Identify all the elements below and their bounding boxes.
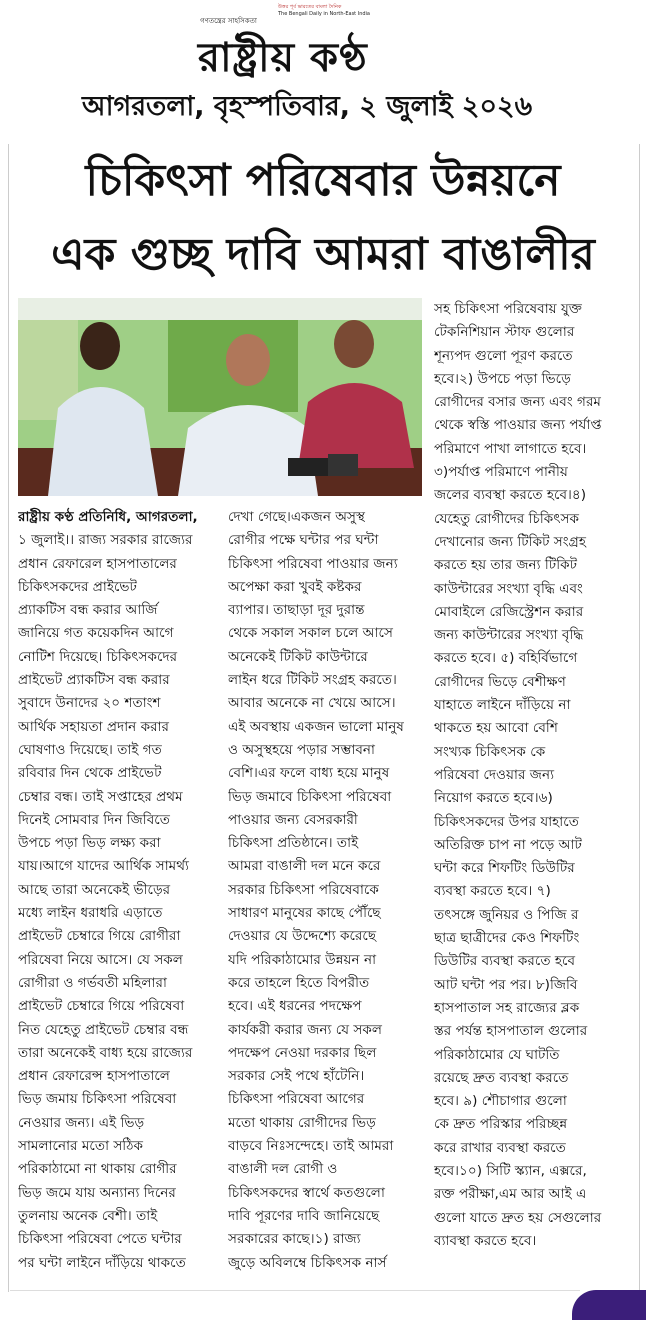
article-text-line: মতো থাকায় রোগীদের ভিড় xyxy=(228,1114,376,1131)
article-text-line: প্রাইভেট চেম্বারে গিয়ে পরিষেবা xyxy=(18,998,185,1015)
article-text-line: যায়।আগে যাদের আর্থিক সামর্থ্য xyxy=(18,858,189,875)
article-text-line: প্রধান রেফারেল হাসপাতালের xyxy=(18,555,177,572)
article-text-line: দেখানোর জন্য টিকিট সংগ্রহ xyxy=(434,533,586,550)
article-text-line: সংখ্যক চিকিৎসক কে xyxy=(434,743,546,760)
article-text-line: যদি পরিকাঠামোর উন্নয়ন না xyxy=(228,951,377,968)
article-text-line: হবে। ৯) শৌচাগার গুলো xyxy=(434,1093,567,1110)
article-text-line: করতে হয় তার জন্য টিকিট xyxy=(434,557,578,574)
masthead-subtitle-english: The Bengali Daily in North-East India xyxy=(278,11,370,17)
article-text-line: রোগীদের ভিড়ে বেশীক্ষণ xyxy=(434,673,566,690)
article-text-line: জুড়ে অবিলম্বে চিকিৎসক নার্স xyxy=(228,1254,387,1271)
article-text-line: ব্যবস্থা করতে হবে। ৭) xyxy=(434,883,551,900)
article-text-line: হাসপাতাল সহ রাজ্যের ব্লক xyxy=(434,999,580,1016)
press-conference-photo xyxy=(18,298,422,496)
article-text-line: হবে।১০) সিটি স্ক্যান, এক্সরে, xyxy=(434,1162,587,1179)
article-text-line: ব্যাপার। তাছাড়া দূর দুরান্ত xyxy=(228,602,365,619)
article-text-line: ৩)পর্যাপ্ত পরিমাণে পানীয় xyxy=(434,464,568,481)
article-column-3 xyxy=(434,298,630,1253)
article-text-line: স্তর পর্যন্ত হাসপাতাল গুলোর xyxy=(434,1023,588,1040)
article-text-line: প্রধান রেফারেন্স হাসপাতালে xyxy=(18,1068,170,1085)
bottom-divider xyxy=(10,1290,580,1291)
article-text-line: চিকিৎসকদের স্বার্থে কতগুলো xyxy=(228,1184,385,1201)
article-text-line: তুলনায় অনেক বেশী। তাই xyxy=(18,1207,158,1224)
article-text-line: পরিষেবা দেওয়ার জন্য xyxy=(434,766,555,783)
article-text-line: জানিয়ে গত কয়েকদিন আগে xyxy=(18,625,174,642)
article-text-line: বেশি।এর ফলে বাধ্য হয়ে মানুষ xyxy=(228,765,390,782)
article-text-line: রক্ত পরীক্ষা,এম আর আই এ xyxy=(434,1186,587,1203)
article-text-line: তৎসঙ্গে জুনিয়র ও পিজি র xyxy=(434,906,579,923)
article-text-line: থেকে স্বস্তি পাওয়ার জন্য পর্যাপ্ত xyxy=(434,417,602,434)
article-text-line: বাড়বে নিঃসন্দেহে। তাই আমরা xyxy=(228,1138,394,1155)
article-text-line: যেহেতু রোগীদের চিকিৎসক xyxy=(434,510,579,527)
article-text-line: রোগীর পক্ষে ঘন্টার পর ঘন্টা xyxy=(228,532,379,549)
article-text-line: ডিউটির ব্যবস্থা করতে হবে xyxy=(434,953,576,970)
article-text-line: রোগীরা ও গর্ভবতী মহিলারা xyxy=(18,974,167,991)
article-text-line: আমরা বাঙালী দল মনে করে xyxy=(228,858,381,875)
article-column-2 xyxy=(228,506,424,1275)
article-text-line: চিকিৎসকদের উপর যাহাতে xyxy=(434,813,579,830)
article-text-line: রোগীদের বসার জন্য এবং গরম xyxy=(434,394,601,411)
dateline: আগরতলা, বৃহস্পতিবার, ২ জুলাই ২০২৬ xyxy=(82,91,533,122)
masthead-subtitle-bengali: উত্তর পূর্ব ভারতের বাংলা দৈনিক xyxy=(278,4,342,10)
article-text-line: হবে।২) উপচে পড়া ভিড়ে xyxy=(434,370,571,387)
press-photo-image xyxy=(18,298,422,496)
masthead xyxy=(0,0,646,140)
article-text-line: পর ঘন্টা লাইনে দাঁড়িয়ে থাকতে xyxy=(18,1254,186,1271)
article-text-line: বাঙালী দল রোগী ও xyxy=(228,1161,338,1178)
article-text-line: আর্থিক সহায়তা প্রদান করার xyxy=(18,718,169,735)
article-text-line: সরকার সেই পথে হাঁটেনি। xyxy=(228,1068,365,1085)
article-text-line: দেওয়ার যে উদ্দেশ্যে করেছে xyxy=(228,928,377,945)
article-text-line: উপচে পড়া ভিড় লক্ষ্য করা xyxy=(18,835,161,852)
article-text-line: দাবি পূরণের দাবি জানিয়েছে xyxy=(228,1207,380,1224)
article-text-line: আবার অনেকে না খেয়ে আসে। xyxy=(228,695,396,712)
article-text-line: নেওয়ার জন্য। এই ভিড় xyxy=(18,1114,145,1131)
article-text-line: প্র্যাকটিস বন্ধ করার আর্জি xyxy=(18,602,158,619)
article-text-line: ১ জুলাই।। রাজ্য সরকার রাজ্যের xyxy=(18,532,193,549)
article-text-line: হবে। এই ধরনের পদক্ষেপ xyxy=(228,998,362,1015)
article-text-line: করে তাহলে হিতে বিপরীত xyxy=(228,974,370,991)
article-byline: রাষ্ট্রীয় কণ্ঠ প্রতিনিধি, আগরতলা, xyxy=(18,509,198,525)
headline-line-2: এক গুচ্ছ দাবি আমরা বাঙালীর xyxy=(51,229,595,280)
article-text-line: যাহাতে লাইনে দাঁড়িয়ে না xyxy=(434,697,571,714)
article-text-line: অপেক্ষা করা খুবই কষ্টকর xyxy=(228,578,362,595)
article-text-line: লাইন ধরে টিকিট সংগ্রহ করতে। xyxy=(228,672,397,689)
article-text-line: রবিবার দিন থেকে প্রাইভেট xyxy=(18,765,162,782)
article-text-line: থাকতে হয় আবো বেশি xyxy=(434,720,558,737)
article-text-line: করতে হবে। ৫) বহির্বিভাগে xyxy=(434,650,578,667)
article-text-line: টেকনিশিয়ান স্টাফ গুলোর xyxy=(434,324,575,341)
article-text-line: আট ঘন্টা পর পর। ৮)জিবি xyxy=(434,976,578,993)
article-text-line: প্রাইভেট চেম্বারে গিয়ে রোগীরা xyxy=(18,928,181,945)
article-text-line: সামলানোর মতো সঠিক xyxy=(18,1138,143,1155)
article-text-line: ভিড় জমে যায় অন্যান্য দিনের xyxy=(18,1184,176,1201)
article-text-line: পদক্ষেপ নেওয়া দরকার ছিল xyxy=(228,1044,377,1061)
article-text-line: চিকিৎসা প্রতিষ্ঠানে। তাই xyxy=(228,835,359,852)
masthead-tagline: গণতন্ত্রের সাহসিকতা xyxy=(200,17,257,25)
article-text-line: সুবাদে উনাদের ২০ শতাংশ xyxy=(18,695,161,712)
article-text-line: সরকার চিকিৎসা পরিষেবাকে xyxy=(228,881,379,898)
article-text-line: অনেকেই টিকিট কাউন্টারে xyxy=(228,648,368,665)
newspaper-name: রাষ্ট্রীয় কণ্ঠ xyxy=(198,34,368,81)
article-text-line: সরকারের কাছে।১) রাজ্য xyxy=(228,1231,361,1248)
article-text-line: ও অসুস্থহয়ে পড়ার সম্ভাবনা xyxy=(228,741,375,758)
article-column-1 xyxy=(18,506,218,1275)
article-text-line: সহ চিকিৎসা পরিষেবায় যুক্ত xyxy=(434,301,582,317)
article-text-line: অতিরিক্ত চাপ না পড়ে আট xyxy=(434,836,582,853)
article-text-line: রয়েছে দ্রুত ব্যবস্থা করতে xyxy=(434,1069,569,1086)
article-text-line: পাওয়ার জন্য বেসরকারী xyxy=(228,811,358,828)
article-text-line: মোবাইলে রেজিস্ট্রেশন করার xyxy=(434,603,584,620)
article-text-line: পরিমাণে পাখা লাগাতে হবে। xyxy=(434,440,587,457)
article-text-line: করে রাখার ব্যবস্থা করতে xyxy=(434,1139,566,1156)
article-text-line: কাউন্টারের সংখ্যা বৃদ্ধি এবং xyxy=(434,580,583,597)
article-text-line: চিকিৎসকদের প্রাইভেট xyxy=(18,578,137,595)
article-text-line: তারা অনেকেই বাধ্য হয়ে রাজ্যের xyxy=(18,1044,193,1061)
article-text-line: পরিষেবা নিয়ে আসে। যে সকল xyxy=(18,951,183,968)
headline-line-1: চিকিৎসা পরিষেবার উন্নয়নে xyxy=(85,155,561,206)
article-text-line: সাধারণ মানুষের কাছে পৌঁছে xyxy=(228,905,381,922)
article-text-line: চিকিৎসা পরিষেবা পাওয়ার জন্য xyxy=(228,555,398,572)
article-text-line: চিকিৎসা পরিষেবা পেতে ঘন্টার xyxy=(18,1231,182,1248)
article-text-line: নিত যেহেতু প্রাইভেট চেম্বার বন্ধ xyxy=(18,1021,189,1038)
article-text-line: এই অবস্থায় একজন ভালো মানুষ xyxy=(228,718,404,735)
article-text-line: প্রাইভেট প্র্যাকটিস বন্ধ করার xyxy=(18,672,170,689)
article-text-line: আছে তারা অনেকেই ভীড়ের xyxy=(18,881,171,898)
article-text-line: কে দ্রুত পরিস্কার পরিচ্ছন্ন xyxy=(434,1116,568,1133)
article-text-line: মধ্যে লাইন ধরাধরি এড়াতে xyxy=(18,905,163,922)
article-text-line: জলের ব্যবস্থা করতে হবে।৪) xyxy=(434,487,587,504)
article-text-line: জন্য কাউন্টারের সংখ্যা বৃদ্ধি xyxy=(434,627,584,644)
article-text-line: চিকিৎসা পরিষেবা আগের xyxy=(228,1091,365,1108)
article-text-line: দিনেই সোমবার দিন জিবিতে xyxy=(18,811,170,828)
article-text-line: নিয়োগ করতে হবে।৬) xyxy=(434,790,553,807)
article-text-line: দেখা গেছে।একজন অসুস্থ xyxy=(228,509,366,525)
article-text-line: পরিকাঠামোর যে ঘাটতি xyxy=(434,1046,560,1063)
article-text-line: ঘন্টা করে শিফটিং ডিউটির xyxy=(434,860,575,877)
masthead-subtitle xyxy=(278,4,418,18)
article-text-line: ভিড় জমাবে চিকিৎসা পরিষেবা xyxy=(228,788,392,805)
article-text-line: ছাত্র ছাত্রীদের কেও শিফটিং xyxy=(434,930,580,947)
article-text-line: ভিড় জমায় চিকিৎসা পরিষেবা xyxy=(18,1091,177,1108)
article-text-line: চেম্বার বন্ধ। তাই সপ্তাহের প্রথম xyxy=(18,788,183,805)
article-text-line: কার্যকরী করার জন্য যে সকল xyxy=(228,1021,383,1038)
article-text-line: গুলো যাতে দ্রুত হয় সেগুলোর xyxy=(434,1209,602,1226)
article-text-line: পরিকাঠামো না থাকায় রোগীর xyxy=(18,1161,177,1178)
article-text-line: ব্যাবস্থা করতে হবে। xyxy=(434,1232,537,1249)
article-text-line: থেকে সকাল সকাল চলে আসে xyxy=(228,625,393,642)
article-text-line: নোটিশ দিয়েছে। চিকিৎসকদের xyxy=(18,648,178,665)
article-text-line: ঘোষণাও দিয়েছে। তাই গত xyxy=(18,741,162,758)
article-text-line: শূন্যপদ গুলো পূরণ করতে xyxy=(434,347,573,364)
